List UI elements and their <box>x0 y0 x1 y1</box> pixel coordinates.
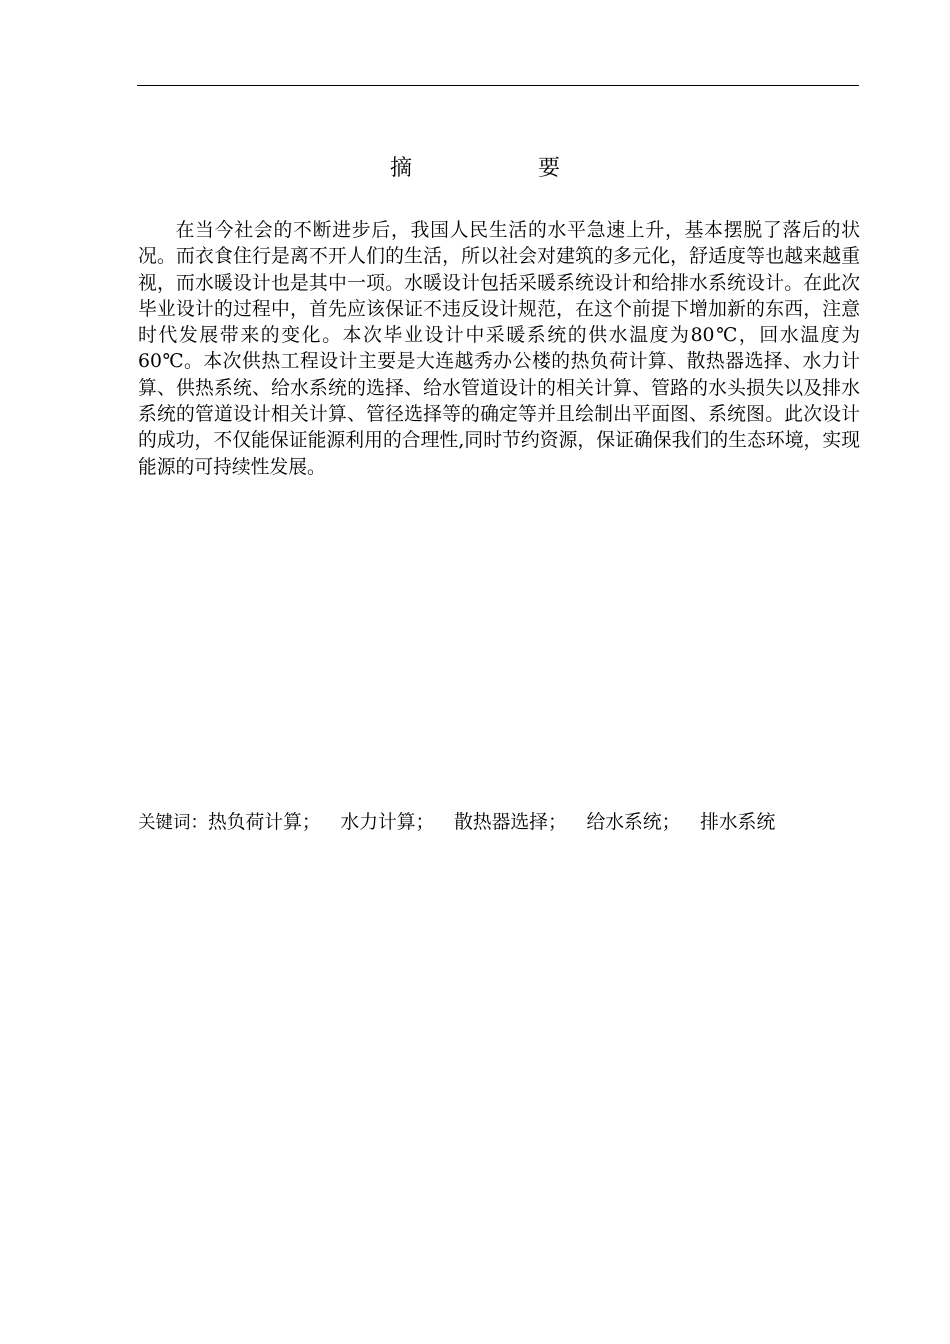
keyword-item: 水力计算； <box>340 812 435 833</box>
keywords-label: 关键词： <box>138 813 208 833</box>
keywords-line <box>138 809 860 837</box>
keyword-item: 给水系统； <box>586 812 681 833</box>
keyword-item: 散热器选择； <box>454 812 567 833</box>
header-rule <box>137 85 859 86</box>
page-title: 摘 要 <box>389 156 612 181</box>
keyword-item: 排水系统 <box>700 812 776 833</box>
keyword-item: 热负荷计算； <box>208 812 321 833</box>
abstract-paragraph: 在当今社会的不断进步后，我国人民生活的水平急速上升，基本摆脱了落后的状况。而衣食住行是离不开人们的生活，所以社会对建筑的多元化，舒适度等也越来越重视，而水暖设计也是其中一项。水暖设计包括采暖系统设计和给排水系统设计。在此次毕业设计的过程中，首先应该保证不违反设计规范，在这个前提下增加新的东西，注意时代发展带来的变化。本次毕业设计中采暖系统的供水温度为80℃，回水温度为60℃。本次供热工程设计主要是大连越秀办公楼的热负荷计算、散热器选择、水力计算、供热系统、给水系统的选择、给水管道设计的相关计算、管路的水头损失以及排水系统的管道设计相关计算、管径选择等的确定等并且绘制出平面图、系统图。此次设计的成功，不仅能保证能源利用的合理性,同时节约资源，保证确保我们的生态环境，实现能源的可持续性发展。 <box>138 220 860 478</box>
